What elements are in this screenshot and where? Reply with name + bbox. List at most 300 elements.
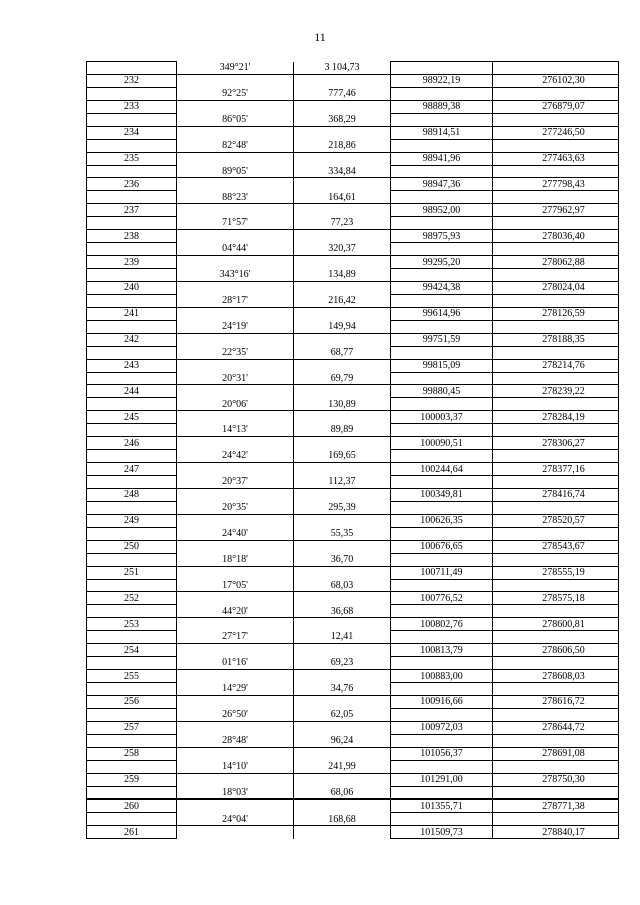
y-coordinate-cell: 278239,22 [493, 385, 619, 398]
x-coordinate-cell: 98947,36 [391, 178, 493, 191]
point-number-cell: 258 [87, 747, 177, 760]
segment-length-cell [294, 747, 391, 760]
point-row [87, 230, 619, 243]
x-coordinate-cell [391, 579, 493, 592]
direction-angle-cell: 89°05' [177, 165, 294, 178]
y-coordinate-cell [493, 631, 619, 644]
segment-length-cell: 168,68 [294, 813, 391, 826]
direction-angle-cell [177, 514, 294, 527]
point-number-cell [87, 320, 177, 333]
y-coordinate-cell [493, 113, 619, 126]
segment-row [87, 553, 619, 566]
direction-angle-cell [177, 359, 294, 372]
segment-length-cell: 62,05 [294, 708, 391, 721]
direction-angle-cell: 14°29' [177, 683, 294, 696]
segment-length-cell [294, 333, 391, 346]
point-number-cell: 250 [87, 540, 177, 553]
x-coordinate-cell [391, 734, 493, 747]
point-number-cell [87, 346, 177, 359]
direction-angle-cell [177, 618, 294, 631]
direction-angle-cell: 24°40' [177, 527, 294, 540]
point-number-cell: 234 [87, 126, 177, 139]
direction-angle-cell: 28°48' [177, 734, 294, 747]
x-coordinate-cell: 101509,73 [391, 826, 493, 839]
y-coordinate-cell [493, 217, 619, 230]
segment-length-cell [294, 540, 391, 553]
point-number-cell [87, 372, 177, 385]
point-number-cell: 236 [87, 178, 177, 191]
segment-row [87, 708, 619, 721]
segment-length-cell: 96,24 [294, 734, 391, 747]
point-number-cell: 241 [87, 307, 177, 320]
segment-row [87, 683, 619, 696]
x-coordinate-cell [391, 476, 493, 489]
point-number-cell: 242 [87, 333, 177, 346]
point-number-cell: 233 [87, 100, 177, 113]
x-coordinate-cell [391, 372, 493, 385]
y-coordinate-cell [493, 579, 619, 592]
segment-row [87, 605, 619, 618]
point-number-cell: 253 [87, 618, 177, 631]
segment-length-cell: 368,29 [294, 113, 391, 126]
direction-angle-cell [177, 721, 294, 734]
direction-angle-cell [177, 799, 294, 812]
point-number-cell: 246 [87, 437, 177, 450]
point-row [87, 411, 619, 424]
segment-row [87, 269, 619, 282]
segment-row [87, 450, 619, 463]
direction-angle-cell [177, 463, 294, 476]
point-number-cell [87, 813, 177, 826]
x-coordinate-cell: 98922,19 [391, 74, 493, 87]
direction-angle-cell [177, 74, 294, 87]
y-coordinate-cell [493, 165, 619, 178]
direction-angle-cell [177, 488, 294, 501]
point-number-cell [87, 398, 177, 411]
segment-length-cell [294, 74, 391, 87]
point-number-cell [87, 631, 177, 644]
x-coordinate-cell [391, 605, 493, 618]
segment-length-cell: 320,37 [294, 243, 391, 256]
point-row [87, 618, 619, 631]
segment-length-cell [294, 256, 391, 269]
segment-length-cell: 36,70 [294, 553, 391, 566]
x-coordinate-cell [391, 553, 493, 566]
point-number-cell [87, 760, 177, 773]
segment-length-cell [294, 773, 391, 786]
segment-length-cell: 149,94 [294, 320, 391, 333]
segment-length-cell [294, 618, 391, 631]
segment-row [87, 372, 619, 385]
y-coordinate-cell: 278575,18 [493, 592, 619, 605]
segment-length-cell: 89,89 [294, 424, 391, 437]
x-coordinate-cell [391, 269, 493, 282]
y-coordinate-cell [493, 683, 619, 696]
y-coordinate-cell [493, 813, 619, 826]
x-coordinate-cell: 98889,38 [391, 100, 493, 113]
x-coordinate-cell [391, 683, 493, 696]
y-coordinate-cell [493, 372, 619, 385]
segment-length-cell [294, 592, 391, 605]
y-coordinate-cell: 277962,97 [493, 204, 619, 217]
y-coordinate-cell [493, 87, 619, 100]
x-coordinate-cell [391, 398, 493, 411]
direction-angle-cell [177, 437, 294, 450]
point-number-cell: 244 [87, 385, 177, 398]
y-coordinate-cell: 278188,35 [493, 333, 619, 346]
point-number-cell: 248 [87, 488, 177, 501]
x-coordinate-cell [391, 501, 493, 514]
point-number-cell [87, 734, 177, 747]
segment-row [87, 527, 619, 540]
point-row [87, 644, 619, 657]
point-number-cell [87, 553, 177, 566]
point-number-cell [87, 62, 177, 75]
segment-length-cell: 241,99 [294, 760, 391, 773]
direction-angle-cell [177, 540, 294, 553]
point-row [87, 256, 619, 269]
segment-length-cell [294, 799, 391, 812]
y-coordinate-cell [493, 605, 619, 618]
point-number-cell [87, 501, 177, 514]
x-coordinate-cell [391, 217, 493, 230]
x-coordinate-cell: 100349,81 [391, 488, 493, 501]
point-number-cell [87, 657, 177, 670]
y-coordinate-cell: 276879,07 [493, 100, 619, 113]
segment-row [87, 217, 619, 230]
direction-angle-cell: 88°23' [177, 191, 294, 204]
direction-angle-cell [177, 773, 294, 786]
point-number-cell [87, 683, 177, 696]
point-number-cell: 237 [87, 204, 177, 217]
y-coordinate-cell [493, 553, 619, 566]
segment-row [87, 191, 619, 204]
point-row [87, 359, 619, 372]
segment-row [87, 165, 619, 178]
point-row [87, 540, 619, 553]
y-coordinate-cell [493, 476, 619, 489]
segment-length-cell [294, 670, 391, 683]
direction-angle-cell [177, 385, 294, 398]
x-coordinate-cell: 98975,93 [391, 230, 493, 243]
segment-row [87, 398, 619, 411]
point-row [87, 721, 619, 734]
y-coordinate-cell: 278306,27 [493, 437, 619, 450]
point-number-cell: 254 [87, 644, 177, 657]
y-coordinate-cell [493, 139, 619, 152]
point-number-cell: 259 [87, 773, 177, 786]
segment-length-cell [294, 100, 391, 113]
segment-row [87, 657, 619, 670]
x-coordinate-cell: 100813,79 [391, 644, 493, 657]
x-coordinate-cell: 100972,03 [391, 721, 493, 734]
segment-row [87, 62, 619, 75]
direction-angle-cell: 86°05' [177, 113, 294, 126]
point-number-cell: 240 [87, 281, 177, 294]
x-coordinate-cell: 101355,71 [391, 799, 493, 812]
point-row [87, 74, 619, 87]
segment-row [87, 87, 619, 100]
y-coordinate-cell: 278416,74 [493, 488, 619, 501]
x-coordinate-cell [391, 62, 493, 75]
segment-length-cell: 69,23 [294, 657, 391, 670]
segment-row [87, 813, 619, 826]
direction-angle-cell [177, 256, 294, 269]
point-row [87, 437, 619, 450]
x-coordinate-cell: 101056,37 [391, 747, 493, 760]
segment-length-cell [294, 385, 391, 398]
x-coordinate-cell: 98941,96 [391, 152, 493, 165]
y-coordinate-cell [493, 760, 619, 773]
segment-length-cell [294, 359, 391, 372]
segment-row [87, 579, 619, 592]
segment-row [87, 113, 619, 126]
direction-angle-cell: 71°57' [177, 217, 294, 230]
direction-angle-cell: 01°16' [177, 657, 294, 670]
point-number-cell: 243 [87, 359, 177, 372]
x-coordinate-cell: 99424,38 [391, 281, 493, 294]
segment-length-cell: 334,84 [294, 165, 391, 178]
y-coordinate-cell: 276102,30 [493, 74, 619, 87]
point-row [87, 100, 619, 113]
point-row [87, 204, 619, 217]
point-number-cell: 239 [87, 256, 177, 269]
point-row [87, 799, 619, 812]
point-row [87, 566, 619, 579]
point-number-cell [87, 450, 177, 463]
direction-angle-cell [177, 281, 294, 294]
x-coordinate-cell [391, 113, 493, 126]
direction-angle-cell [177, 178, 294, 191]
x-coordinate-cell: 98914,51 [391, 126, 493, 139]
point-number-cell [87, 269, 177, 282]
direction-angle-cell: 24°19' [177, 320, 294, 333]
segment-row [87, 346, 619, 359]
x-coordinate-cell: 100916,66 [391, 695, 493, 708]
point-number-cell [87, 165, 177, 178]
direction-angle-cell: 20°35' [177, 501, 294, 514]
x-coordinate-cell: 100883,00 [391, 670, 493, 683]
point-row [87, 126, 619, 139]
point-row [87, 514, 619, 527]
segment-length-cell [294, 178, 391, 191]
x-coordinate-cell: 99614,96 [391, 307, 493, 320]
direction-angle-cell: 24°04' [177, 813, 294, 826]
point-number-cell: 256 [87, 695, 177, 708]
y-coordinate-cell [493, 398, 619, 411]
direction-angle-cell [177, 152, 294, 165]
direction-angle-cell [177, 333, 294, 346]
segment-length-cell [294, 230, 391, 243]
x-coordinate-cell: 99815,09 [391, 359, 493, 372]
segment-length-cell [294, 307, 391, 320]
direction-angle-cell: 04°44' [177, 243, 294, 256]
y-coordinate-cell: 278606,50 [493, 644, 619, 657]
segment-length-cell [294, 437, 391, 450]
segment-length-cell [294, 411, 391, 424]
coordinates-table [86, 61, 619, 839]
x-coordinate-cell: 100802,76 [391, 618, 493, 631]
y-coordinate-cell [493, 657, 619, 670]
y-coordinate-cell [493, 243, 619, 256]
direction-angle-cell [177, 204, 294, 217]
segment-length-cell [294, 721, 391, 734]
point-number-cell [87, 294, 177, 307]
segment-length-cell: 68,03 [294, 579, 391, 592]
point-row [87, 385, 619, 398]
segment-length-cell: 777,46 [294, 87, 391, 100]
y-coordinate-cell: 278600,81 [493, 618, 619, 631]
x-coordinate-cell: 100003,37 [391, 411, 493, 424]
segment-row [87, 760, 619, 773]
direction-angle-cell: 20°06' [177, 398, 294, 411]
segment-length-cell: 68,06 [294, 786, 391, 799]
y-coordinate-cell [493, 294, 619, 307]
direction-angle-cell: 92°25' [177, 87, 294, 100]
x-coordinate-cell [391, 631, 493, 644]
y-coordinate-cell: 278543,67 [493, 540, 619, 553]
y-coordinate-cell [493, 786, 619, 799]
x-coordinate-cell [391, 165, 493, 178]
x-coordinate-cell: 99751,59 [391, 333, 493, 346]
point-number-cell [87, 424, 177, 437]
direction-angle-cell: 82°48' [177, 139, 294, 152]
x-coordinate-cell [391, 424, 493, 437]
direction-angle-cell: 17°05' [177, 579, 294, 592]
point-number-cell [87, 139, 177, 152]
point-row [87, 281, 619, 294]
x-coordinate-cell: 100626,35 [391, 514, 493, 527]
y-coordinate-cell [493, 708, 619, 721]
point-row [87, 747, 619, 760]
y-coordinate-cell: 277463,63 [493, 152, 619, 165]
direction-angle-cell [177, 747, 294, 760]
point-number-cell [87, 113, 177, 126]
segment-length-cell [294, 126, 391, 139]
point-number-cell [87, 527, 177, 540]
y-coordinate-cell: 278284,19 [493, 411, 619, 424]
point-number-cell: 260 [87, 799, 177, 812]
point-row [87, 307, 619, 320]
direction-angle-cell: 22°35' [177, 346, 294, 359]
direction-angle-cell [177, 126, 294, 139]
direction-angle-cell [177, 100, 294, 113]
y-coordinate-cell: 278062,88 [493, 256, 619, 269]
x-coordinate-cell [391, 527, 493, 540]
segment-length-cell [294, 514, 391, 527]
y-coordinate-cell [493, 527, 619, 540]
y-coordinate-cell [493, 269, 619, 282]
segment-row [87, 243, 619, 256]
x-coordinate-cell [391, 294, 493, 307]
direction-angle-cell: 18°03' [177, 786, 294, 799]
point-number-cell: 238 [87, 230, 177, 243]
point-number-cell: 261 [87, 826, 177, 839]
y-coordinate-cell: 278750,30 [493, 773, 619, 786]
segment-length-cell [294, 281, 391, 294]
point-number-cell: 245 [87, 411, 177, 424]
direction-angle-cell: 18°18' [177, 553, 294, 566]
direction-angle-cell [177, 592, 294, 605]
direction-angle-cell: 349°21' [177, 62, 294, 75]
segment-length-cell [294, 826, 391, 839]
point-number-cell: 251 [87, 566, 177, 579]
x-coordinate-cell: 100711,49 [391, 566, 493, 579]
point-number-cell [87, 708, 177, 721]
x-coordinate-cell [391, 320, 493, 333]
segment-length-cell [294, 463, 391, 476]
y-coordinate-cell: 278555,19 [493, 566, 619, 579]
y-coordinate-cell: 278608,03 [493, 670, 619, 683]
x-coordinate-cell: 99880,45 [391, 385, 493, 398]
point-number-cell: 255 [87, 670, 177, 683]
segment-row [87, 786, 619, 799]
x-coordinate-cell [391, 191, 493, 204]
segment-length-cell: 164,61 [294, 191, 391, 204]
segment-length-cell: 34,76 [294, 683, 391, 696]
point-number-cell: 257 [87, 721, 177, 734]
point-row [87, 695, 619, 708]
point-row [87, 670, 619, 683]
point-number-cell: 235 [87, 152, 177, 165]
point-number-cell: 249 [87, 514, 177, 527]
point-row [87, 178, 619, 191]
x-coordinate-cell [391, 243, 493, 256]
x-coordinate-cell [391, 450, 493, 463]
point-row [87, 592, 619, 605]
segment-length-cell: 69,79 [294, 372, 391, 385]
direction-angle-cell: 24°42' [177, 450, 294, 463]
y-coordinate-cell: 277798,43 [493, 178, 619, 191]
coordinates-table-body [87, 62, 619, 839]
segment-length-cell [294, 488, 391, 501]
segment-row [87, 294, 619, 307]
x-coordinate-cell [391, 87, 493, 100]
x-coordinate-cell [391, 760, 493, 773]
y-coordinate-cell [493, 450, 619, 463]
x-coordinate-cell: 100676,65 [391, 540, 493, 553]
y-coordinate-cell: 278126,59 [493, 307, 619, 320]
y-coordinate-cell [493, 346, 619, 359]
direction-angle-cell: 27°17' [177, 631, 294, 644]
direction-angle-cell [177, 230, 294, 243]
x-coordinate-cell: 101291,00 [391, 773, 493, 786]
point-row [87, 826, 619, 839]
segment-length-cell: 3 104,73 [294, 62, 391, 75]
x-coordinate-cell: 100776,52 [391, 592, 493, 605]
y-coordinate-cell [493, 320, 619, 333]
point-number-cell [87, 217, 177, 230]
segment-length-cell: 12,41 [294, 631, 391, 644]
point-number-cell [87, 579, 177, 592]
point-number-cell: 247 [87, 463, 177, 476]
point-number-cell [87, 476, 177, 489]
y-coordinate-cell: 278024,04 [493, 281, 619, 294]
direction-angle-cell: 28°17' [177, 294, 294, 307]
x-coordinate-cell [391, 139, 493, 152]
y-coordinate-cell [493, 191, 619, 204]
y-coordinate-cell: 278377,16 [493, 463, 619, 476]
segment-row [87, 734, 619, 747]
point-row [87, 333, 619, 346]
point-row [87, 463, 619, 476]
direction-angle-cell [177, 411, 294, 424]
segment-row [87, 424, 619, 437]
x-coordinate-cell: 98952,00 [391, 204, 493, 217]
y-coordinate-cell: 278771,38 [493, 799, 619, 812]
segment-length-cell [294, 695, 391, 708]
x-coordinate-cell [391, 657, 493, 670]
